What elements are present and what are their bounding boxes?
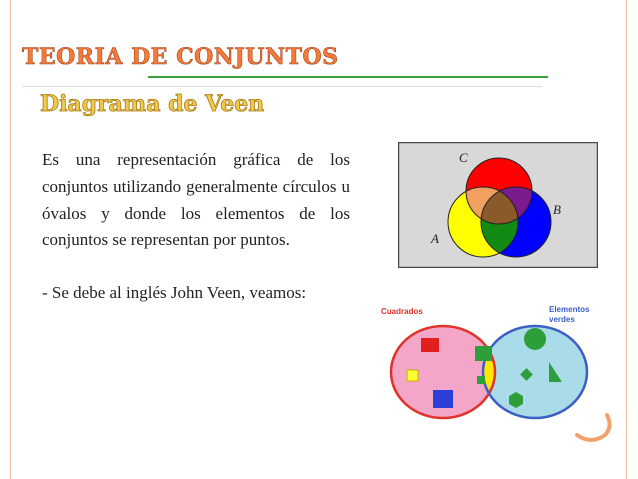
label-elementos: Elementos (549, 305, 590, 314)
paragraph-gap (42, 254, 350, 280)
blue-square (433, 390, 453, 408)
slide-title: TEORIA DE CONJUNTOS (22, 44, 339, 70)
venn-diagram-three-sets (398, 142, 598, 268)
slide-subtitle: Diagrama de Veen (40, 91, 265, 117)
label-b: B (553, 202, 561, 217)
paragraph-definition: Es una representación gráfica de los conjuntos utilizando generalmente círculos u óvalos y donde los elementos de los conjuntos se representan por puntos. (42, 150, 350, 250)
left-frame-line (10, 0, 11, 479)
label-verdes: verdes (549, 315, 575, 324)
green-square-small (477, 376, 485, 384)
label-c: C (459, 150, 468, 165)
body-text (42, 147, 350, 307)
red-square (421, 338, 439, 352)
green-circle (524, 328, 546, 350)
yellow-square (407, 370, 418, 381)
decorative-swirl (575, 405, 617, 447)
paragraph-author: - Se debe al inglés John Veen, veamos: (42, 283, 307, 303)
title-divider (22, 86, 542, 87)
green-square-large (475, 346, 492, 361)
title-underline (148, 76, 548, 78)
right-frame-line (626, 0, 627, 479)
label-a: A (431, 231, 439, 246)
label-cuadrados: Cuadrados (381, 307, 423, 316)
venn-diagram-example (373, 300, 605, 420)
